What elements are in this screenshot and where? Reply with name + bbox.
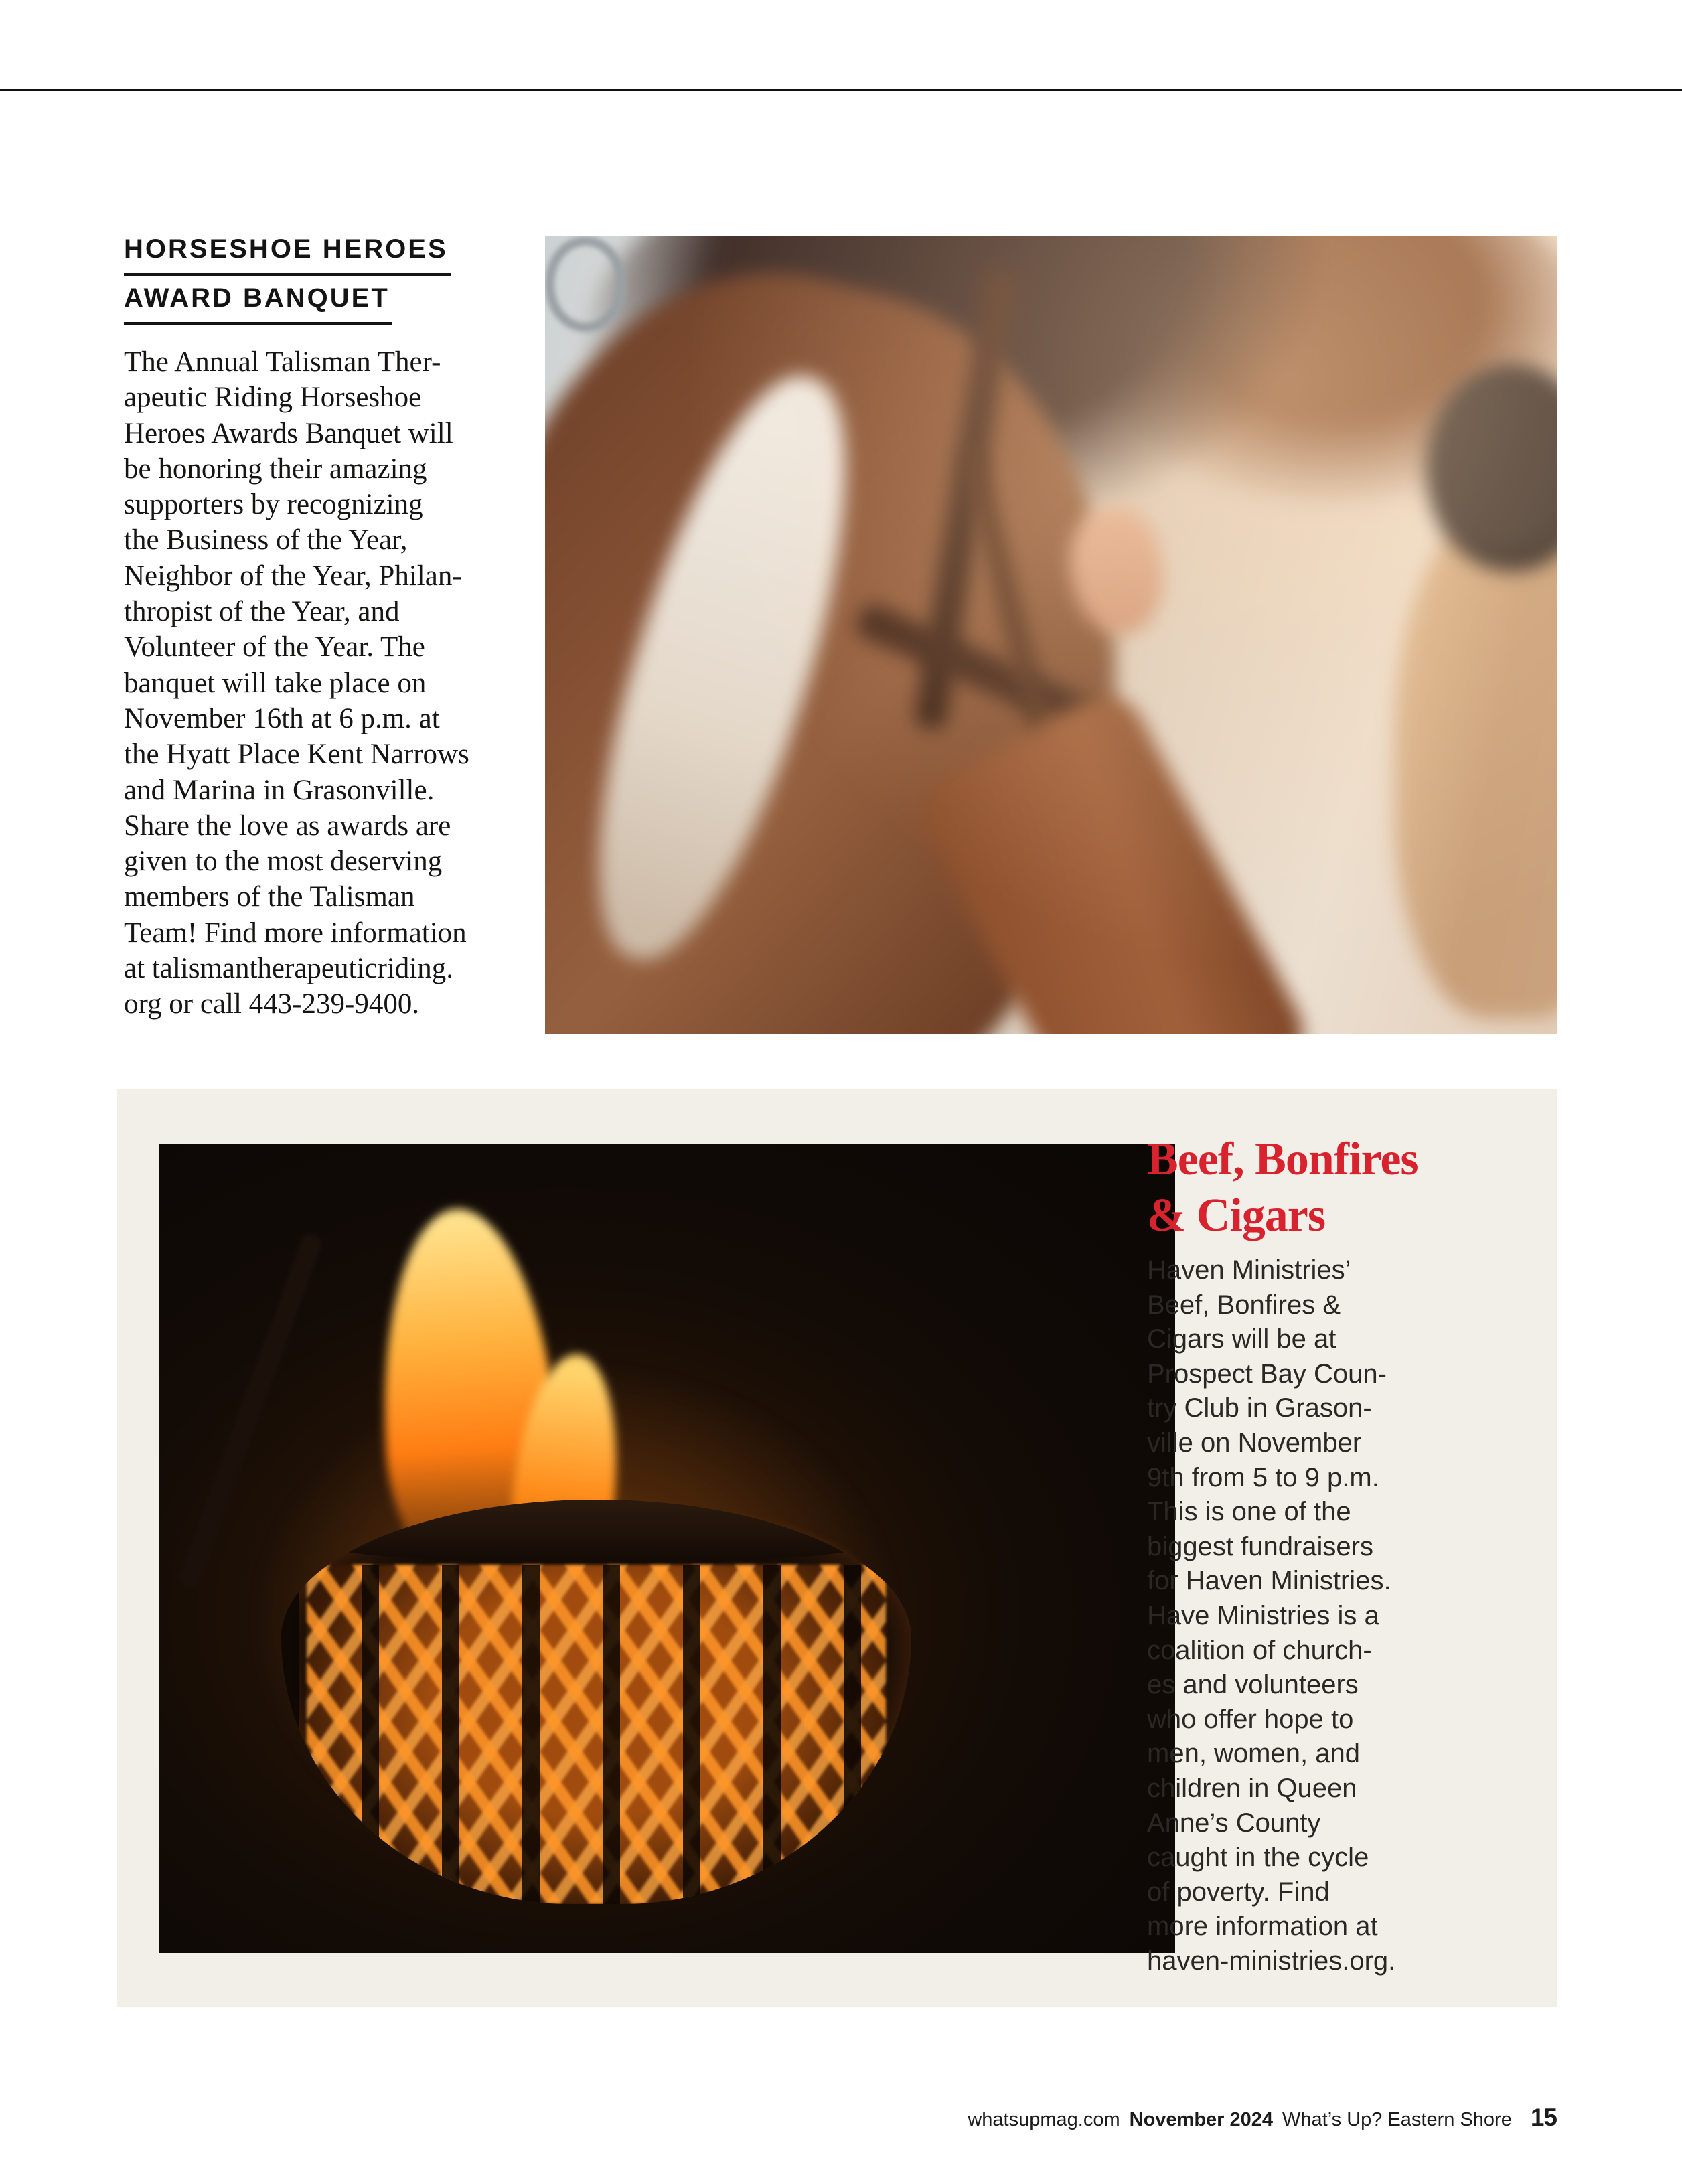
fire-pit-basket — [281, 1500, 911, 1905]
text-line: haven-ministries.org. — [1147, 1946, 1396, 1976]
footer-page-number: 15 — [1530, 2104, 1557, 2131]
text-line: es and volunteers — [1147, 1670, 1359, 1700]
footer-site: whatsupmag.com — [968, 2109, 1120, 2130]
text-line: for Haven Ministries. — [1147, 1566, 1391, 1596]
photo-warm-light — [545, 236, 1557, 1034]
fire-pit-rim — [281, 1500, 911, 1565]
text-line: ville on November — [1147, 1427, 1362, 1458]
text-line: The Annual Talisman Ther- — [124, 346, 441, 378]
text-line: of poverty. Find — [1147, 1877, 1330, 1907]
text-line: Team! Find more information — [124, 917, 467, 949]
text-line: biggest fundraisers — [1147, 1531, 1373, 1561]
text-line: caught in the cycle — [1147, 1843, 1369, 1873]
text-line: apeutic Riding Horseshoe — [124, 382, 422, 414]
text-line: coalition of church- — [1147, 1635, 1372, 1665]
bonfire-photo — [159, 1144, 1175, 1953]
horseshoe-article-heading — [124, 236, 451, 333]
text-line: try Club in Grason- — [1147, 1393, 1372, 1423]
horse-photo — [545, 236, 1557, 1034]
text-line: thropist of the Year, and — [124, 596, 400, 628]
text-line: members of the Talisman — [124, 881, 415, 913]
text-line: more information at — [1147, 1912, 1378, 1942]
text-line: given to the most deserving — [124, 846, 443, 878]
text-line: and Marina in Grasonville. — [124, 774, 435, 806]
text-line: Beef, Bonfires & — [1147, 1290, 1341, 1320]
footer-issue: November 2024 — [1129, 2109, 1274, 2130]
text-line: Beef, Bonfires — [1147, 1134, 1418, 1185]
text-line: at talismantherapeuticriding. — [124, 953, 453, 985]
text-line: the Hyatt Place Kent Narrows — [124, 738, 469, 771]
text-line: AWARD BANQUET — [124, 285, 392, 325]
text-line: HORSESHOE HEROES — [124, 236, 451, 276]
text-line: This is one of the — [1147, 1497, 1351, 1527]
text-line: Cigars will be at — [1147, 1324, 1336, 1354]
text-line: Heroes Awards Banquet will — [124, 417, 453, 449]
text-line: banquet will take place on — [124, 667, 427, 699]
text-line: children in Queen — [1147, 1773, 1357, 1803]
text-line: Have Ministries is a — [1147, 1600, 1379, 1630]
text-line: Anne’s County — [1147, 1808, 1321, 1838]
text-line: Share the love as awards are — [124, 809, 451, 842]
text-line: who offer hope to — [1147, 1704, 1354, 1734]
text-line: 9th from 5 to 9 p.m. — [1147, 1462, 1379, 1492]
footer-publication: What’s Up? Eastern Shore — [1282, 2109, 1512, 2130]
bonfire-article-heading — [1147, 1132, 1418, 1244]
text-line: men, women, and — [1147, 1739, 1360, 1769]
text-line: Prospect Bay Coun- — [1147, 1358, 1387, 1389]
fire-pit-lattice-shadow — [281, 1565, 911, 1905]
top-rule — [0, 89, 1682, 91]
text-line: Neighbor of the Year, Philan- — [124, 560, 462, 592]
text-line: org or call 443-239-9400. — [124, 988, 420, 1020]
horseshoe-article-body — [124, 344, 532, 1022]
text-line: the Business of the Year, — [124, 524, 408, 556]
bonfire-article-body — [1147, 1253, 1415, 1978]
text-line: supporters by recognizing — [124, 489, 423, 521]
text-line: Volunteer of the Year. The — [124, 631, 425, 664]
footer — [958, 2104, 1557, 2132]
text-line: Haven Ministries’ — [1147, 1255, 1351, 1285]
text-line: & Cigars — [1147, 1190, 1326, 1241]
text-line: November 16th at 6 p.m. at — [124, 702, 440, 734]
text-line: be honoring their amazing — [124, 453, 427, 485]
